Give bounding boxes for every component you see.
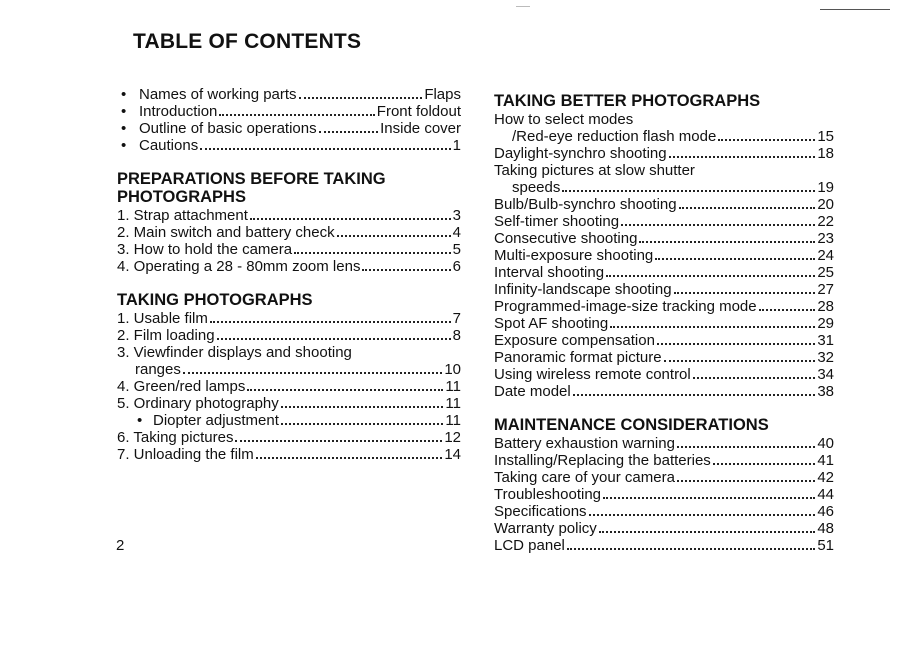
leader-dots xyxy=(621,224,815,226)
leader-dots xyxy=(759,309,816,311)
leader-dots xyxy=(294,252,451,254)
leader-dots xyxy=(669,156,816,158)
leader-dots xyxy=(610,326,815,328)
entry-page: 5 xyxy=(452,241,461,258)
entry-page: Front foldout xyxy=(376,103,461,120)
toc-entry[interactable] xyxy=(117,412,461,429)
entry-label: speeds xyxy=(512,179,561,196)
entry-page: 41 xyxy=(817,452,834,469)
section-heading-taking-better: TAKING BETTER PHOTOGRAPHS xyxy=(494,92,761,110)
leader-dots xyxy=(337,235,451,237)
toc-entry[interactable] xyxy=(494,145,834,162)
toc-entry[interactable] xyxy=(494,179,834,196)
entry-label: Interval shooting xyxy=(494,264,605,281)
entry-label: • Diopter adjustment xyxy=(153,412,279,429)
toc-entry[interactable] xyxy=(117,429,461,446)
toc-entry[interactable] xyxy=(494,383,834,400)
entry-page: 20 xyxy=(817,196,834,213)
entry-label: 1. Usable film xyxy=(117,310,208,327)
leader-dots xyxy=(664,360,816,362)
entry-page: 38 xyxy=(817,383,834,400)
toc-entry[interactable] xyxy=(494,332,834,349)
toc-entry[interactable] xyxy=(494,264,834,281)
toc-entry[interactable] xyxy=(117,310,461,327)
toc-entry[interactable] xyxy=(117,120,461,137)
entry-label: Daylight-synchro shooting xyxy=(494,145,667,162)
leader-dots xyxy=(639,241,815,243)
toc-entry[interactable] xyxy=(494,281,834,298)
entry-label: Spot AF shooting xyxy=(494,315,609,332)
toc-entry[interactable] xyxy=(494,520,834,537)
leader-dots xyxy=(606,275,815,277)
entry-label: /Red-eye reduction flash mode xyxy=(512,128,717,145)
leader-dots xyxy=(217,338,451,340)
entry-page: 22 xyxy=(817,213,834,230)
toc-entry[interactable] xyxy=(494,247,834,264)
entry-page: 11 xyxy=(445,395,461,412)
leader-dots xyxy=(603,497,815,499)
toc-entry[interactable] xyxy=(117,327,461,344)
toc-entry[interactable] xyxy=(494,366,834,383)
leader-dots xyxy=(247,389,443,391)
toc-entry[interactable] xyxy=(494,349,834,366)
leader-dots xyxy=(567,548,815,550)
entry-page: 4 xyxy=(452,224,461,241)
leader-dots xyxy=(562,190,815,192)
entry-label: Panoramic format picture xyxy=(494,349,662,366)
toc-entry[interactable] xyxy=(494,503,834,520)
entry-page: 46 xyxy=(817,503,834,520)
page-title: TABLE OF CONTENTS xyxy=(133,30,362,53)
entry-label: LCD panel xyxy=(494,537,565,554)
leader-dots xyxy=(250,218,451,220)
entry-label: Date model xyxy=(494,383,571,400)
leader-dots xyxy=(210,321,451,323)
toc-entry[interactable] xyxy=(494,435,834,452)
leader-dots xyxy=(713,463,816,465)
entry-label: • Introduction xyxy=(139,103,218,120)
entry-label: Specifications xyxy=(494,503,587,520)
leader-dots xyxy=(677,480,815,482)
leader-dots xyxy=(674,292,816,294)
leader-dots xyxy=(219,114,374,116)
entry-page: 48 xyxy=(817,520,834,537)
entry-page: 18 xyxy=(817,145,834,162)
leader-dots xyxy=(319,131,379,133)
toc-entry[interactable] xyxy=(117,241,461,258)
entry-page: 3 xyxy=(452,207,461,224)
entry-label: Programmed-image-size tracking mode xyxy=(494,298,757,315)
entry-page: 44 xyxy=(817,486,834,503)
entry-label: Troubleshooting xyxy=(494,486,602,503)
toc-entry[interactable] xyxy=(117,207,461,224)
entry-label: ranges xyxy=(135,361,181,378)
toc-entry[interactable] xyxy=(117,137,461,154)
entry-label: 1. Strap attachment xyxy=(117,207,248,224)
entry-label: Multi-exposure shooting xyxy=(494,247,654,264)
entry-label: Infinity-landscape shooting xyxy=(494,281,672,298)
page-number: 2 xyxy=(116,537,125,554)
toc-entry[interactable] xyxy=(494,537,834,554)
entry-label: 3. How to hold the camera xyxy=(117,241,293,258)
entry-page: 27 xyxy=(817,281,834,298)
entry-label: • Names of working parts xyxy=(139,86,297,103)
toc-entry[interactable] xyxy=(494,469,834,486)
entry-page: 32 xyxy=(817,349,834,366)
toc-entry[interactable] xyxy=(117,395,461,412)
entry-label: • Cautions xyxy=(139,137,199,154)
entry-label: Warranty policy xyxy=(494,520,597,537)
entry-label: 6. Taking pictures xyxy=(117,429,234,446)
toc-entry[interactable] xyxy=(117,361,461,378)
entry-page: 31 xyxy=(817,332,834,349)
toc-entry[interactable] xyxy=(117,224,461,241)
entry-page: 19 xyxy=(817,179,834,196)
leader-dots xyxy=(235,440,442,442)
leader-dots xyxy=(693,377,816,379)
leader-dots xyxy=(655,258,815,260)
leader-dots xyxy=(299,97,423,99)
leader-dots xyxy=(573,394,816,396)
toc-entry[interactable] xyxy=(117,258,461,275)
leader-dots xyxy=(200,148,450,150)
toc-entry-label-line[interactable]: 3. Viewfinder displays and shooting xyxy=(117,344,352,361)
toc-entry[interactable] xyxy=(117,378,461,395)
toc-entry[interactable] xyxy=(494,196,834,213)
toc-entry[interactable] xyxy=(494,230,834,247)
toc-entry-label-line[interactable]: Taking pictures at slow shutter xyxy=(494,162,695,179)
entry-page: 7 xyxy=(452,310,461,327)
entry-page: 10 xyxy=(444,361,461,378)
entry-page: 51 xyxy=(817,537,834,554)
entry-page: 25 xyxy=(817,264,834,281)
leader-dots xyxy=(183,372,442,374)
entry-page: 14 xyxy=(444,446,461,463)
entry-page: 42 xyxy=(817,469,834,486)
entry-label: Consecutive shooting xyxy=(494,230,638,247)
entry-page: 24 xyxy=(817,247,834,264)
leader-dots xyxy=(657,343,815,345)
entry-label: Exposure compensation xyxy=(494,332,655,349)
toc-entry[interactable] xyxy=(494,213,834,230)
leader-dots xyxy=(718,139,815,141)
top-rule xyxy=(820,9,890,10)
entry-label: 7. Unloading the film xyxy=(117,446,254,463)
leader-dots xyxy=(589,514,816,516)
section-heading-maintenance: MAINTENANCE CONSIDERATIONS xyxy=(494,416,769,434)
toc-entry[interactable] xyxy=(117,103,461,120)
leader-dots xyxy=(281,406,444,408)
toc-entry[interactable] xyxy=(117,86,461,103)
toc-entry[interactable] xyxy=(117,446,461,463)
entry-page: 28 xyxy=(817,298,834,315)
leader-dots xyxy=(677,446,815,448)
entry-page: 15 xyxy=(817,128,834,145)
scan-mark xyxy=(516,6,530,7)
entry-page: 11 xyxy=(445,412,461,429)
entry-label: Using wireless remote control xyxy=(494,366,691,383)
entry-page: 11 xyxy=(445,378,461,395)
entry-label: 5. Ordinary photography xyxy=(117,395,279,412)
toc-entry-label-line[interactable]: How to select modes xyxy=(494,111,634,128)
entry-label: Self-timer shooting xyxy=(494,213,620,230)
entry-page: 12 xyxy=(444,429,461,446)
entry-page: Flaps xyxy=(424,86,461,103)
toc-entry[interactable] xyxy=(494,315,834,332)
toc-entry[interactable] xyxy=(494,486,834,503)
entry-label: 4. Green/red lamps xyxy=(117,378,246,395)
entry-page: 8 xyxy=(452,327,461,344)
section-heading-preparations-cont: PHOTOGRAPHS xyxy=(117,188,246,206)
section-heading-preparations: PREPARATIONS BEFORE TAKING xyxy=(117,170,386,188)
toc-entry[interactable] xyxy=(494,128,834,145)
toc-right-column xyxy=(494,92,834,554)
leader-dots xyxy=(599,531,816,533)
section-heading-taking-photographs: TAKING PHOTOGRAPHS xyxy=(117,291,313,309)
entry-label: 4. Operating a 28 - 80mm zoom lens xyxy=(117,258,361,275)
entry-label: Installing/Replacing the batteries xyxy=(494,452,711,469)
entry-page: Inside cover xyxy=(380,120,461,137)
entry-page: 34 xyxy=(817,366,834,383)
entry-label: 2. Film loading xyxy=(117,327,215,344)
entry-label: Taking care of your camera xyxy=(494,469,675,486)
toc-entry[interactable] xyxy=(494,452,834,469)
toc-left-column xyxy=(117,86,461,463)
leader-dots xyxy=(281,423,444,425)
entry-page: 40 xyxy=(817,435,834,452)
entry-label: 2. Main switch and battery check xyxy=(117,224,335,241)
entry-page: 6 xyxy=(452,258,461,275)
toc-entry[interactable] xyxy=(494,298,834,315)
entry-label: Battery exhaustion warning xyxy=(494,435,675,452)
leader-dots xyxy=(362,269,450,271)
entry-label: Bulb/Bulb-synchro shooting xyxy=(494,196,677,213)
leader-dots xyxy=(679,207,816,209)
entry-page: 29 xyxy=(817,315,834,332)
entry-label: • Outline of basic operations xyxy=(139,120,317,137)
leader-dots xyxy=(256,457,443,459)
entry-page: 23 xyxy=(817,230,834,247)
entry-page: 1 xyxy=(452,137,461,154)
